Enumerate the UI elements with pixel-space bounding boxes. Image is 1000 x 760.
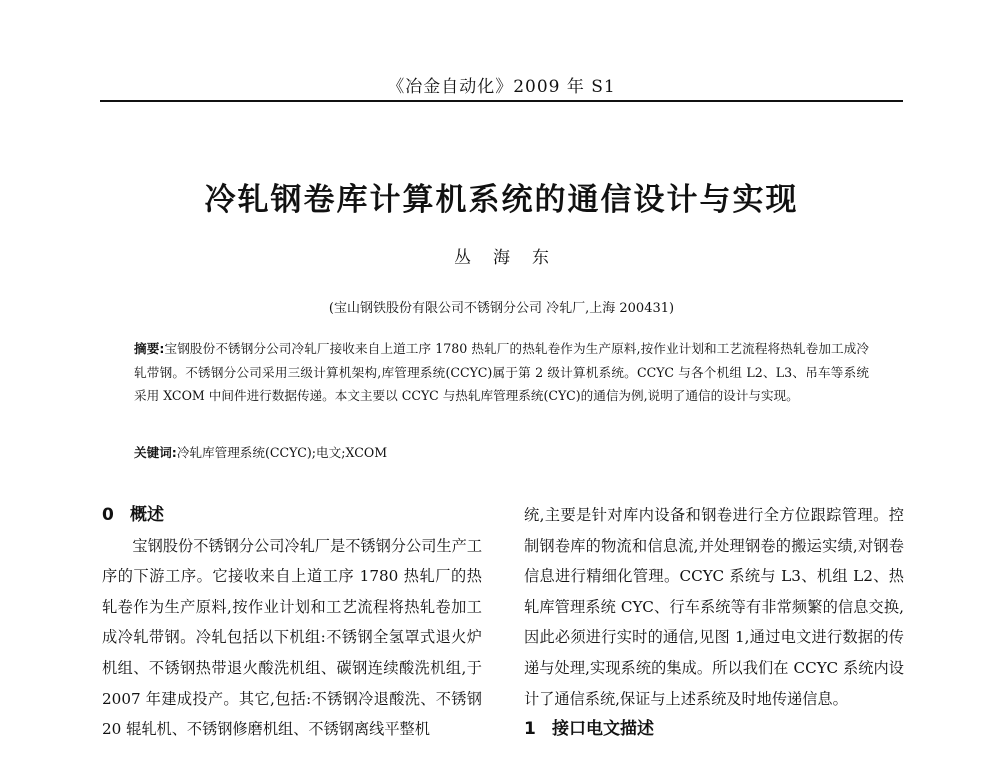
abstract [134, 337, 869, 408]
abstract-label: 摘要: [134, 341, 165, 356]
body-paragraph-left: 宝钢股份不锈钢分公司冷轧厂是不锈钢分公司生产工序的下游工序。它接收来自上道工序 1780 热轧厂的热轧卷作为生产原料,按作业计划和工艺流程将热轧卷加工成冷轧带钢。冷轧包括以下机组:不锈钢全氢罩式退火炉机组、不锈钢热带退火酸洗机组、碳钢连续酸洗机组,于 2007 年建成投产。其它,包括:不锈钢冷退酸洗、不锈钢 20 辊轧机、不锈钢修磨机组、不锈钢离线平整机 [102, 536, 482, 739]
right-column [524, 500, 904, 745]
section-heading-1 [524, 714, 904, 745]
section-number: 1 [524, 719, 536, 740]
author-affiliation: (宝山钢铁股份有限公司不锈钢分公司 冷轧厂,上海 200431) [328, 301, 675, 316]
keywords-text: 冷轧库管理系统(CCYC);电文;XCOM [176, 445, 388, 460]
keywords-label: 关键词: [134, 445, 177, 460]
author-name: 丛海东 [454, 248, 571, 268]
header-rule [100, 100, 903, 102]
section-title: 接口电文描述 [552, 719, 654, 740]
left-column [102, 500, 482, 745]
section-title: 概述 [130, 505, 164, 525]
section-number: 0 [102, 505, 114, 525]
body-paragraph-right: 统,主要是针对库内设备和钢卷进行全方位跟踪管理。控制钢卷库的物流和信息流,并处理钢卷的搬运实绩,对钢卷信息进行精细化管理。CCYC 系统与 L3、机组 L2、热轧库管理系统 CYC、行车系统等有非常频繁的信息交换,因此必须进行实时的通信,见图 1,通过电文进行数据的传递与处理,实现系统的集成。所以我们在 CCYC 系统内设计了通信系统,保证与上述系统及时地传递信息。 [524, 506, 904, 708]
running-header: 《冶金自动化》2009 年 S1 [387, 77, 616, 97]
keywords [134, 443, 869, 463]
article-title: 冷轧钢卷库计算机系统的通信设计与实现 [204, 182, 799, 218]
abstract-text: 宝钢股份不锈钢分公司冷轧厂接收来自上道工序 1780 热轧厂的热轧卷作为生产原料,按作业计划和工艺流程将热轧卷加工成冷轧带钢。不锈钢分公司采用三级计算机架构,库管理系统(CCYC)属于第 2 级计算机系统。CCYC 与各个机组 L2、L3、吊车等系统采用 XCOM 中间件进行数据传递。本文主要以 CCYC 与热轧库管理系统(CYC)的通信为例,说明了通信的设计与实现。 [134, 341, 869, 403]
section-heading-0 [102, 500, 482, 531]
